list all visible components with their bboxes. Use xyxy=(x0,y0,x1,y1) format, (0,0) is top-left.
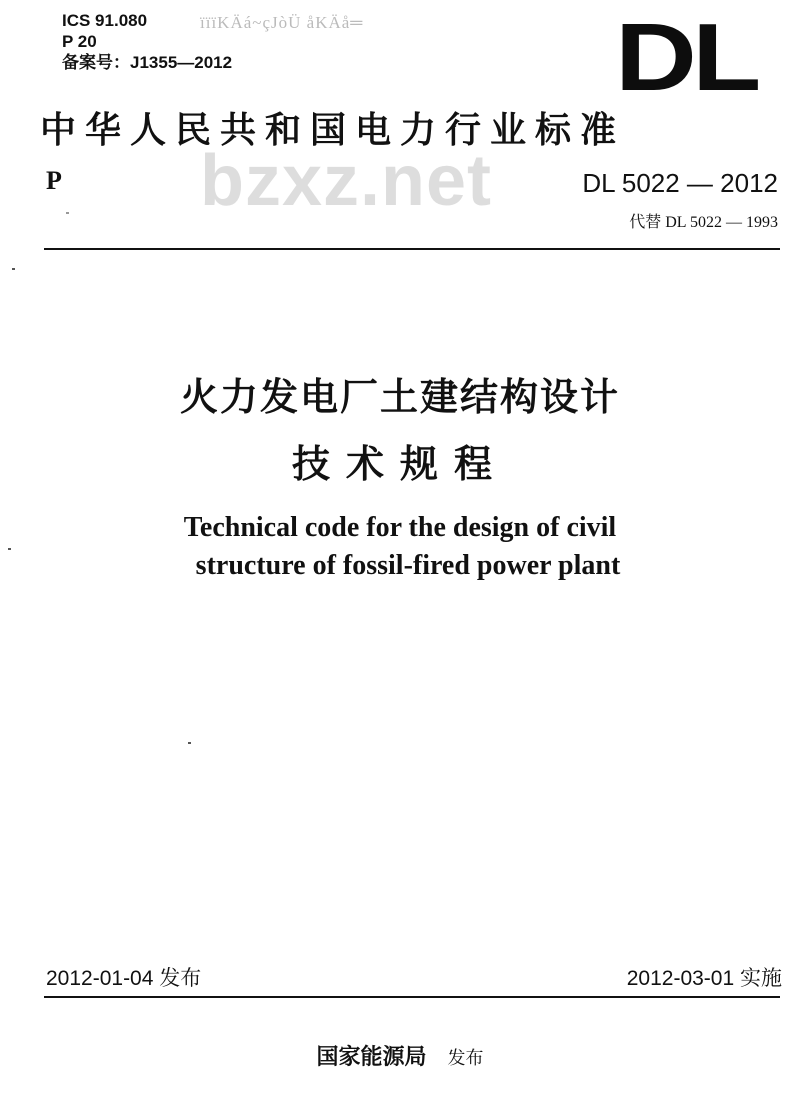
issue-date: 2012-01-04 发布 xyxy=(46,967,202,990)
scan-speck xyxy=(12,268,15,270)
publish-action: 发布 xyxy=(447,1048,484,1069)
standard-category: P xyxy=(46,166,62,195)
ics-code: ICS 91.080 xyxy=(62,11,148,30)
publisher-line xyxy=(0,1040,800,1071)
record-number: 备案号：J1355—2012 xyxy=(62,53,233,72)
document-title-cn-line2: 技术规程 xyxy=(291,442,508,486)
header-divider xyxy=(44,248,780,250)
document-title-cn-line1: 火力发电厂土建结构设计 xyxy=(179,375,620,419)
standard-number: DL 5022 — 2012 xyxy=(582,168,778,198)
watermark: bzxz.net xyxy=(200,141,493,221)
document-title-en-line2: structure of fossil-fired power plant xyxy=(195,550,621,581)
scan-speck xyxy=(8,548,11,550)
class-code: P 20 xyxy=(62,32,97,51)
replaces-standard: 代替 DL 5022 — 1993 xyxy=(629,214,778,231)
document-title-en-line1: Technical code for the design of civil xyxy=(183,512,617,543)
garbled-header-text: ïïïKÄá~çJòÜ åKÄå═ xyxy=(200,13,364,32)
footer-divider xyxy=(44,996,780,998)
scan-speck xyxy=(66,212,69,214)
dl-logo: DL xyxy=(615,4,757,111)
implementation-date: 2012-03-01 实施 xyxy=(626,967,782,990)
standard-title: 中华人民共和国电力行业标准 xyxy=(40,109,626,151)
scan-speck xyxy=(188,742,191,744)
publisher-name: 国家能源局 xyxy=(316,1044,427,1070)
